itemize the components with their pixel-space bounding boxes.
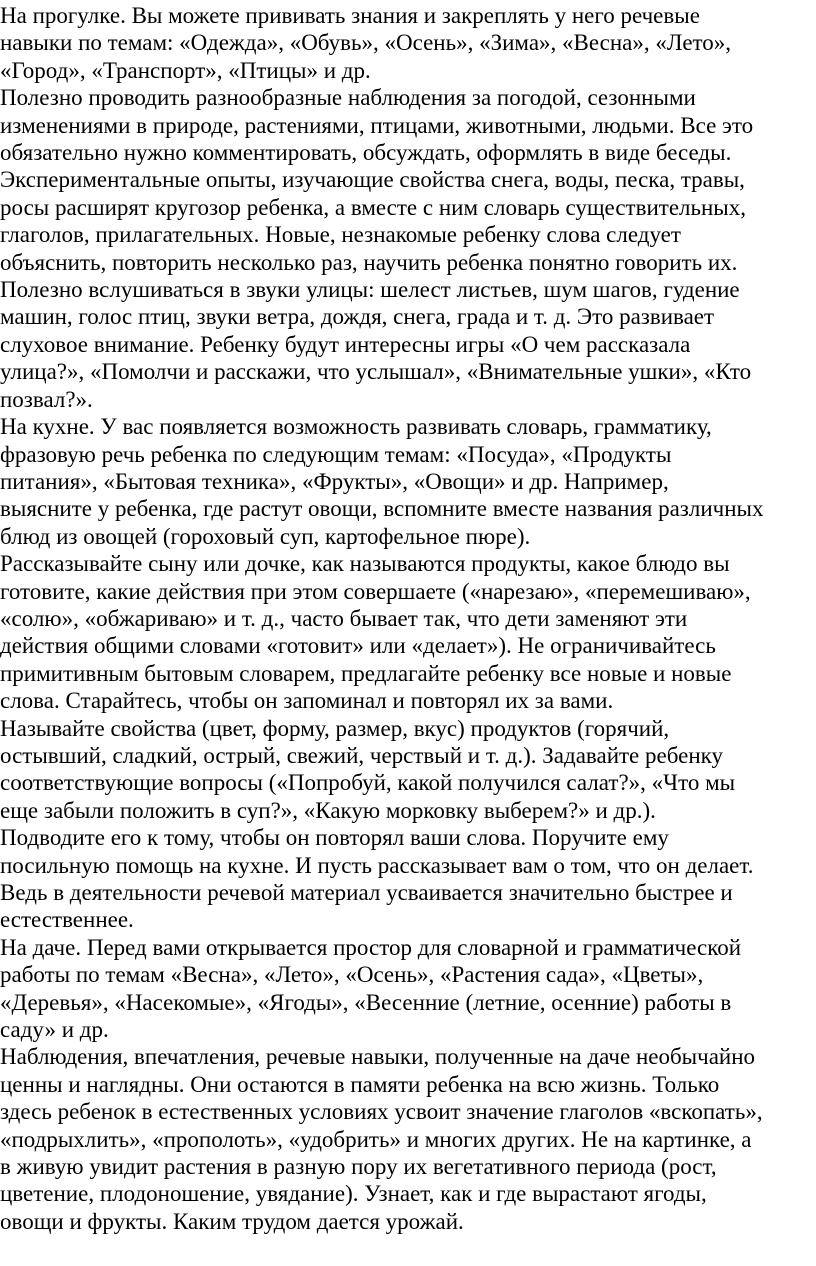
paragraph-observations: Полезно проводить разнообразные наблюдения за погодой, сезонными изменениями в природе, растениями, птицами, животными, людьми. Все это обязательно нужно комментировать, обсуждать, оформлять в виде беседы. Экспериментальные опыты, изучающие свойства снега, воды, песка, травы, росы расширят кругозор ребенка, а вместе с ним словарь существительных, глаголов, прилагательных. Новые, незнакомые ребенку слова следует объяснить, повторить несколько раз, научить ребенка понятно говорить их. Полезно вслушиваться в звуки улицы: шелест листьев, шум шагов, гудение машин, голос птиц, звуки ветра, дождя, снега, града и т. д. Это развивает слуховое внимание. Ребенку будут интересны игры «О чем рассказала улица?», «Помолчи и расскажи, что услышал», «Внимательные ушки», «Кто позвал?».	[0, 85, 754, 412]
paragraph-kitchen: На кухне. У вас появляется возможность развивать словарь, грамматику, фразовую речь ребенка по следующим темам: «Посуда», «Продукты питания», «Бытовая техника», «Фрукты», «Овощи» и др. Например, выясните у ребенка, где растут овощи, вспомните вместе названия различных блюд из овощей (гороховый суп, картофельное пюре).	[0, 414, 764, 549]
paragraph-kitchen-actions: Рассказывайте сыну или дочке, как называются продукты, какое блюдо вы готовите, какие действия при этом совершаете («нарезаю», «перемешиваю», «солю», «обжариваю» и т. д., часто бывает так, что дети заменяют эти действия общими словами «готовит» или «делает»). Не ограничивайтесь примитивным бытовым словарем, предлагайте ребенку все новые и новые слова. Старайтесь, чтобы он запоминал и повторял их за вами.	[0, 551, 751, 714]
paragraph-walk: На прогулке. Вы можете прививать знания и закреплять у него речевые навыки по темам: «Одежда», «Обувь», «Осень», «Зима», «Весна», «Лето», «Город», «Транспорт», «Птицы» и др.	[0, 3, 732, 83]
paragraph-dacha-impressions: Наблюдения, впечатления, речевые навыки, полученные на даче необычайно ценны и наглядны. Они остаются в памяти ребенка на всю жизнь. Только здесь ребенок в естественных условиях усвоит значение глаголов «вскопать», «подрыхлить», «прополоть», «удобрить» и многих других. Не на картинке, а в живую увидит растения в разную пору их вегетативного периода (рост, цветение, плодоношение, увядание). Узнает, как и где вырастают ягоды, овощи и фрукты. Каким трудом дается урожай.	[0, 1044, 763, 1234]
paragraph-food-properties: Называйте свойства (цвет, форму, размер, вкус) продуктов (горячий, остывший, сладкий, острый, свежий, черствый и т. д.). Задавайте ребенку соответствующие вопросы («Попробуй, какой получился салат?», «Что мы еще забыли положить в суп?», «Какую морковку выберем?» и др.). Подводите его к тому, чтобы он повторял ваши слова. Поручите ему посильную помощь на кухне. И пусть рассказывает вам о том, что он делает. Ведь в деятельности речевой материал усваивается значительно быстрее и естественнее.	[0, 715, 754, 933]
paragraph-dacha: На даче. Перед вами открывается простор для словарной и грамматической работы по темам «Весна», «Лето», «Осень», «Растения сада», «Цветы», «Деревья», «Насекомые», «Ягоды», «Весенние (летние, осенние) работы в саду» и др.	[0, 934, 742, 1043]
